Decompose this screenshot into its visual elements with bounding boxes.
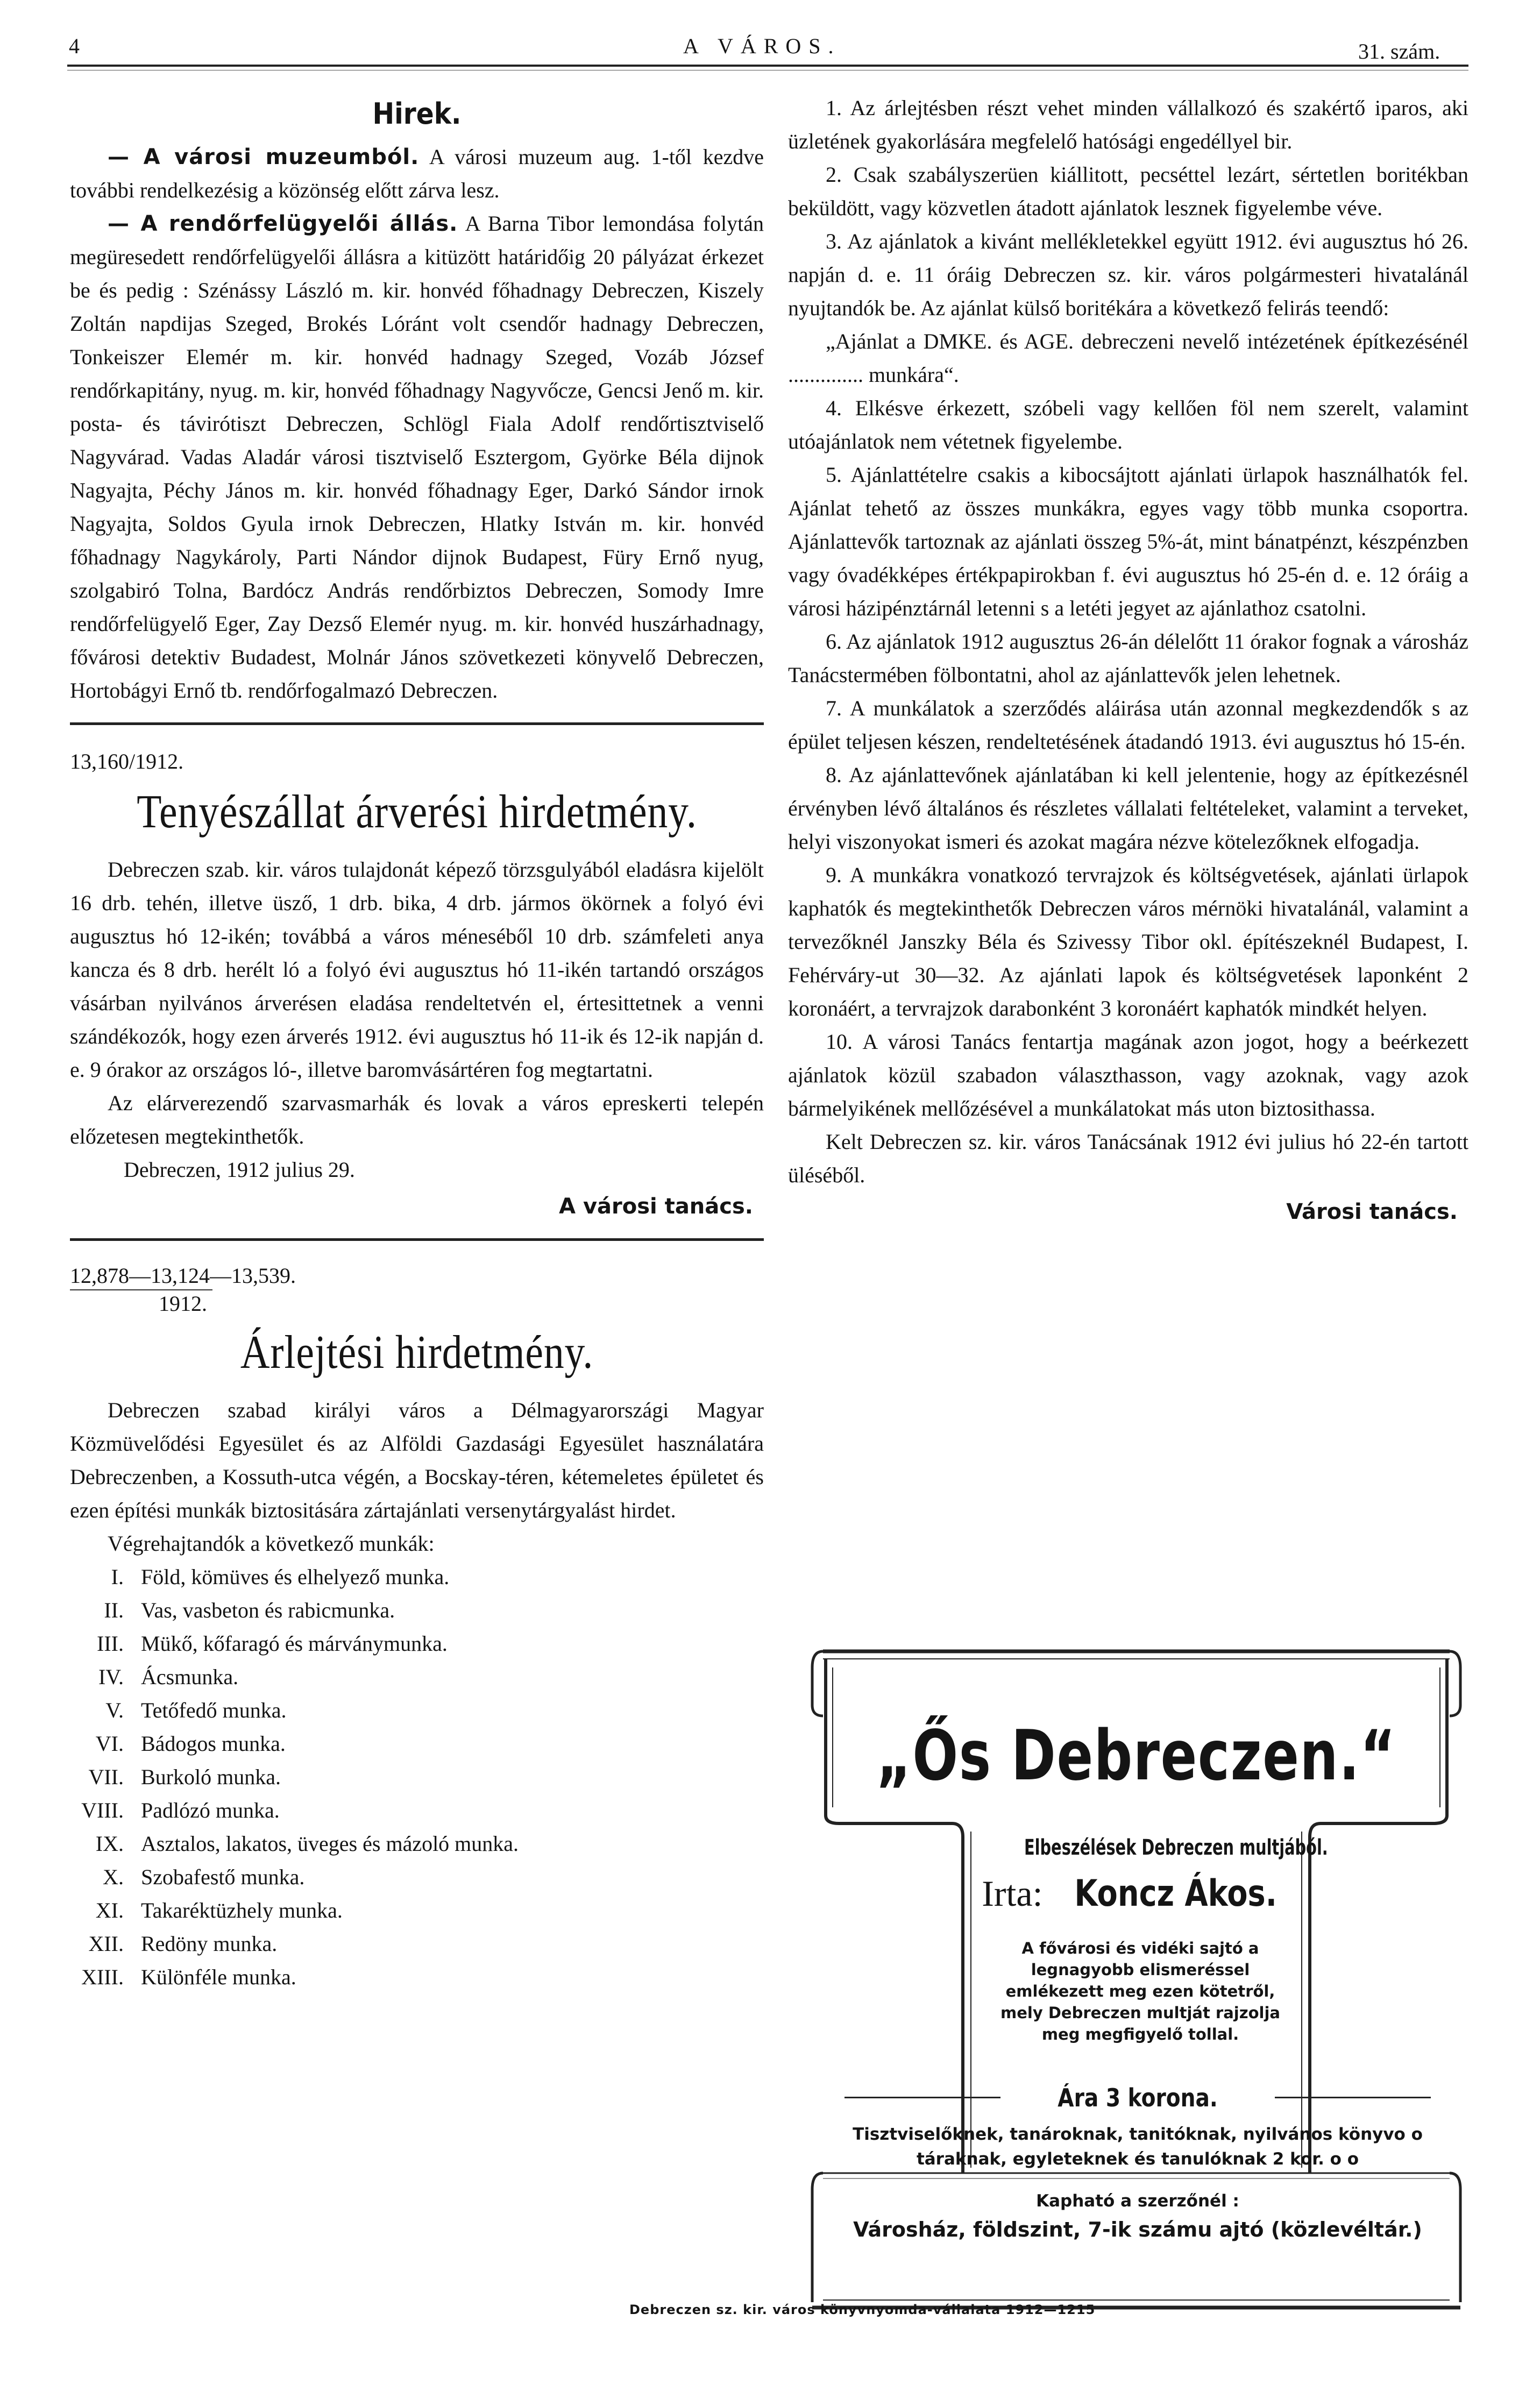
tenyeszallat-signature: A városi tanács. bbox=[559, 1194, 753, 1219]
work-item-number: VIII. bbox=[81, 1798, 124, 1822]
work-item-text: Padlózó munka. bbox=[141, 1798, 280, 1822]
work-item-text: Ácsmunka. bbox=[141, 1665, 239, 1689]
work-item-number: III. bbox=[97, 1631, 124, 1656]
work-item-number: X. bbox=[103, 1865, 124, 1889]
book-advertisement bbox=[801, 1635, 1471, 2318]
work-item-text: Különféle munka. bbox=[141, 1965, 296, 1989]
ad-blurb: A fővárosi és vidéki sajtó a legnagyobb elismeréssel emlékezett meg ezen kötetről, mely Debreczen multját rajzolja meg megfigyelő tollal. bbox=[1000, 1939, 1280, 2043]
work-item-text: Burkoló munka. bbox=[141, 1765, 281, 1789]
work-item bbox=[70, 1761, 764, 1794]
work-item-text: Redöny munka. bbox=[141, 1932, 278, 1956]
news-item-museum-title: — A városi muzeumból. bbox=[108, 145, 420, 169]
work-item bbox=[70, 1727, 764, 1761]
ad-discount: Tisztviselőknek, tanároknak, tanitóknak, nyilvános könyvo o táraknak, egyleteknek és tanulóknak 2 kor. o o bbox=[853, 2125, 1423, 2169]
ad-availability: Kapható a szerzőnél : bbox=[1036, 2191, 1239, 2211]
issue-number: 31. szám. bbox=[1358, 39, 1440, 63]
condition-paragraph: 10. A városi Tanács fentartja magának azon jogot, hogy a beérkezett ajánlatok közül szabadon választhasson, vagy azoknak, vagy azok bármelyikének mellőzésével a munkálatokat más uton biztosithassa. bbox=[788, 1030, 1468, 1120]
ad-title: „Ős Debreczen.“ bbox=[876, 1716, 1396, 1796]
ad-author bbox=[974, 1872, 1307, 1915]
work-item bbox=[70, 1961, 764, 1994]
work-item bbox=[70, 1560, 764, 1594]
work-item bbox=[70, 1927, 764, 1961]
tenyeszallat-title: Tenyészállat árverési hirdetmény. bbox=[137, 786, 697, 838]
arlejtes-title: Árlejtési hirdetmény. bbox=[240, 1326, 594, 1379]
work-item bbox=[70, 1627, 764, 1660]
work-item-text: Mükő, kőfaragó és márványmunka. bbox=[141, 1631, 448, 1656]
work-item-number: II. bbox=[104, 1598, 124, 1622]
work-item-number: XI. bbox=[95, 1898, 124, 1922]
arlejtes-ref-year: 1912. bbox=[70, 1289, 212, 1317]
tenyeszallat-para1: Debreczen szab. kir. város tulajdonát képező törzsgulyából eladásra kijelölt 16 drb. tehén, illetve üsző, 1 drb. bika, 4 drb. jármos ökörnek a folyó évi augusztus hó 12-ikén; továbbá a város méneséből 10 drb. számfeleti anya kancza és 8 drb. herélt ló a folyó évi augusztus hó 11-ikén tartandó országos vásárban nyilvános árverésen eladása rendeltetvén el, értesittetnek a venni szándékozók, hogy ezen árverés 1912. évi augusztus hó 11-ik és 12-ik napján d. e. 9 órakor az országos ló-, illetve baromvásártéren fog megtartatni. bbox=[70, 857, 764, 1082]
news-item-police-text: A Barna Tibor lemondása folytán megüresedett rendőrfelügyelői állásra a kitüzött határidőig 20 pályázat érkezet be és pedig : Szénássy László m. kir. honvéd főhadnagy Debreczen, Kiszely Zoltán napdijas Szeged, Brokés Lóránt volt csendőr hadnagy Debreczen, Tonkeiszer Elemér m. kir. honvéd hadnagy Szeged, Vozáb József rendőrkapitány, nyug. m. kir, honvéd főhadnagy Nagyvőcze, Gencsi Jenő m. kir. posta- és távirótiszt Debreczen, Schlögl Fiala Adolf rendőrtisztviselő Nagyvárad. Vadas Aladár városi tisztviselő Esztergom, Györke Béla dijnok Nagyajta, Péchy János m. kir. honvéd főhadnagy Eger, Darkó Sándor irnok Nagyajta, Soldos Gyula irnok Debreczen, Hlatky István m. kir. honvéd főhadnagy Nagykároly, Parti Nándor dijnok Budapest, Füry Ernő nyug, szolgabiró Tolna, Bardócz András rendőrbiztos Debreczen, Somody Imre rendőrfelügyelő Eger, Zay Dezső Elemér nyug. m. kir. honvéd huszárhadnagy, fővárosi detektiv Budadest, Molnár János szövetkezeti könyvelő Debreczen, Hortobágyi Ernő tb. rendőrfogalmazó Debreczen. bbox=[70, 211, 764, 702]
news-item-police bbox=[70, 207, 764, 707]
work-item-text: Bádogos munka. bbox=[141, 1731, 286, 1756]
tenyeszallat-para2: Az elárverezendő szarvasmarhák és lovak a város epreskerti telepén előzetesen megtekinthetők. bbox=[70, 1091, 764, 1148]
work-item-number: XIII. bbox=[81, 1965, 124, 1989]
work-item-text: Föld, kömüves és elhelyező munka. bbox=[141, 1565, 450, 1589]
work-item-number: IX. bbox=[95, 1832, 124, 1856]
works-list bbox=[70, 1560, 764, 1994]
work-item bbox=[70, 1827, 764, 1861]
arlejtes-intro: Debreczen szabad királyi város a Délmagyarországi Magyar Közmüvelődési Egyesület és az Alföldi Gazdasági Egyesület használatára Debreczenben, a Kossuth-utca végén, a Bocskay-téren, kétemeletes épületet és ezen építési munkák biztositására zártajánlati versenytárgyalást hirdet. bbox=[70, 1398, 764, 1522]
work-item-text: Tetőfedő munka. bbox=[141, 1698, 287, 1722]
work-item-number: I. bbox=[111, 1565, 124, 1589]
condition-paragraph: 7. A munkálatok a szerződés aláirása után azonnal megkezdendők s az épület teljesen készen, rendeltetésének átadandó 1913. évi augusztus hó 15-én. bbox=[788, 696, 1468, 754]
work-item bbox=[70, 1894, 764, 1927]
hirek-section bbox=[70, 97, 764, 707]
work-item-text: Vas, vasbeton és rabicmunka. bbox=[141, 1598, 395, 1622]
right-column bbox=[788, 91, 1468, 1229]
ad-author-name: Koncz Ákos. bbox=[1074, 1872, 1277, 1915]
condition-paragraph: 8. Az ajánlattevőnek ajánlatában ki kell jelentenie, hogy az építkezésnél érvényben lévő általános és részletes vállalati feltételeket, valamint a terveket, helyi viszonyokat ismeri és azokat magára nézve kötelezőknek elfogadja. bbox=[788, 763, 1468, 854]
tenyeszallat-section bbox=[70, 747, 764, 1223]
condition-paragraph: 4. Elkésve érkezett, szóbeli vagy kellően föl nem szerelt, valamint utóajánlatok nem vétetnek figyelembe. bbox=[788, 396, 1468, 453]
condition-paragraph: „Ajánlat a DMKE. és AGE. debreczeni nevelő intézetének építkezésénél .............. munkára“. bbox=[788, 329, 1468, 387]
work-item-number: V. bbox=[105, 1698, 124, 1722]
arlejtes-ref bbox=[70, 1262, 764, 1317]
publication-title: A VÁROS. bbox=[683, 34, 841, 58]
condition-paragraph: 3. Az ajánlatok a kivánt mellékletekkel együtt 1912. évi augusztus hó 26. napján d. e. 11 óráig Debreczen sz. kir. város polgármesteri hivatalánál nyujtandók be. Az ajánlat külső boritékára a következő felirás teendő: bbox=[788, 229, 1468, 320]
work-item bbox=[70, 1694, 764, 1727]
work-item-number: VII. bbox=[88, 1765, 124, 1789]
left-column bbox=[70, 91, 764, 1994]
ad-author-label: Irta: bbox=[982, 1873, 1043, 1914]
news-item-museum bbox=[70, 140, 764, 207]
conditions-closing: Kelt Debreczen sz. kir. város Tanácsának 1912 évi julius hó 22-én tartott üléséből. bbox=[788, 1130, 1468, 1187]
work-item bbox=[70, 1794, 764, 1827]
ad-price: Ára 3 korona. bbox=[1058, 2083, 1218, 2112]
work-item-number: XII. bbox=[88, 1932, 124, 1956]
section-divider bbox=[70, 722, 764, 725]
condition-paragraph: 2. Csak szabályszerüen kiállitott, pecséttel lezárt, sértetlen boritékban beküldött, vagy közvetlen átadott ajánlatok lesznek figyelembe véve. bbox=[788, 162, 1468, 220]
arlejtes-ref-range: 12,878—13,124—13,539. bbox=[70, 1264, 296, 1288]
header-rule bbox=[67, 65, 1468, 67]
conditions-list bbox=[788, 91, 1468, 1125]
work-item-text: Szobafestő munka. bbox=[141, 1865, 305, 1889]
page-number: 4 bbox=[69, 34, 80, 58]
condition-paragraph: 6. Az ajánlatok 1912 augusztus 26-án délelőtt 11 órakor fognak a városház Tanácstermében fölbontatni, ahol az ajánlattevők jelen lehetnek. bbox=[788, 629, 1468, 687]
news-item-police-title: — A rendőrfelügyelői állás. bbox=[108, 211, 458, 236]
work-item bbox=[70, 1861, 764, 1894]
section-divider bbox=[70, 1238, 764, 1241]
printer-imprint: Debreczen sz. kir. város könyvnyomda-vállalata 1912—1215 bbox=[629, 2302, 1096, 2317]
work-item-number: VI. bbox=[95, 1731, 124, 1756]
arlejtes-section bbox=[70, 1262, 764, 1994]
arlejtes-works-intro: Végrehajtandók a következő munkák: bbox=[108, 1531, 435, 1556]
condition-paragraph: 1. Az árlejtésben részt vehet minden vállalkozó és szakértő iparos, aki üzletének gyakorlására megfelelő hatósági engedéllyel bir. bbox=[788, 96, 1468, 153]
ad-location: Városház, földszint, 7-ik számu ajtó (közlevéltár.) bbox=[853, 2218, 1422, 2241]
news-item-museum-text: A városi muzeum aug. 1-től kezdve további rendelkezésig a közönség előtt zárva lesz. bbox=[70, 145, 764, 202]
condition-paragraph: 5. Ajánlattételre csakis a kibocsájtott ajánlati ürlapok használhatók fel. Ajánlat tehető az összes munkákra, egyes vagy több munka csoportra. Ajánlattevők tartoznak az ajánlati összeg 5%-át, mint bánatpénzt, készpénzben vagy óvadékképes értékpapirokban f. évi augusztus hó 25-én d. e. 12 óráig a városi házipénztárnál letenni s a letéti jegyet az ajánlathoz csatolni. bbox=[788, 463, 1468, 620]
hirek-heading: Hirek. bbox=[372, 97, 462, 131]
work-item-text: Takaréktüzhely munka. bbox=[141, 1898, 343, 1922]
tenyeszallat-ref: 13,160/1912. bbox=[70, 749, 184, 773]
work-item-number: IV. bbox=[98, 1665, 124, 1689]
ad-subtitle: Elbeszélések Debreczen multjából. bbox=[1024, 1835, 1328, 1860]
work-item-text: Asztalos, lakatos, üveges és mázoló munka. bbox=[141, 1832, 519, 1856]
condition-paragraph: 9. A munkákra vonatkozó tervrajzok és költségvetések, ajánlati ürlapok kaphatók és megtekinthetők Debreczen város mérnöki hivatalánál, valamint a tervezőknél Janszky Béla és Szivessy Tibor okl. építészeknél Budapest, I. Fehérváry-ut 30—32. Az ajánlati lapok és költségvetések laponként 2 koronáért, a tervrajzok darabonként 3 koronáért kaphatók mindkét helyen. bbox=[788, 863, 1468, 1020]
conditions-signature: Városi tanács. bbox=[1286, 1200, 1458, 1224]
work-item bbox=[70, 1594, 764, 1627]
tenyeszallat-date: Debreczen, 1912 julius 29. bbox=[124, 1158, 355, 1182]
work-item bbox=[70, 1660, 764, 1694]
page-header bbox=[0, 33, 1540, 66]
